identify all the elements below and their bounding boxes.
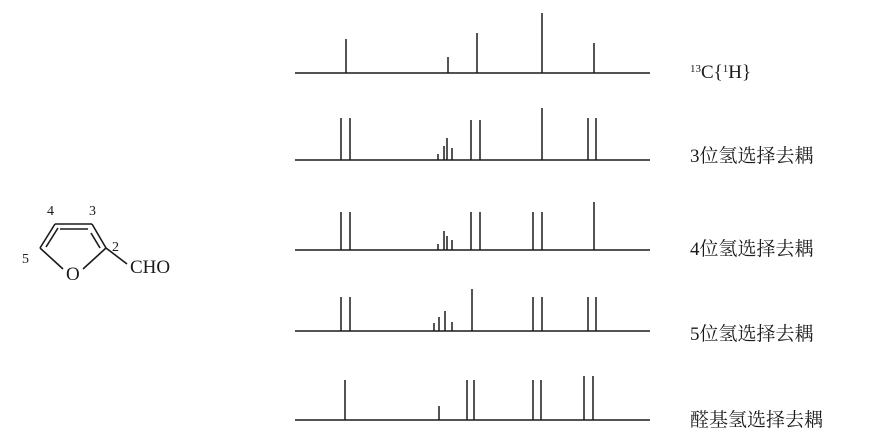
bond-c2-o: [83, 248, 106, 269]
bond-c3-c2: [92, 224, 106, 248]
position-4-label: 4: [47, 204, 54, 219]
spectrum-2: [295, 108, 650, 160]
spectrum-1: [295, 13, 650, 73]
spectrum-5: [295, 376, 650, 420]
isotope-1: 1: [722, 63, 729, 75]
spectra: [295, 13, 650, 420]
spectrum-label-c13-broadband: [690, 62, 751, 84]
position-5-label: 5: [22, 252, 29, 267]
ring-oxygen-label: O: [66, 264, 80, 285]
position-2-label: 2: [112, 240, 119, 255]
spectrum-label-cho-decoupled: 醛基氢选择去耦: [690, 410, 824, 431]
spectrum-label-h4-decoupled: 4位氢选择去耦: [690, 239, 814, 260]
spectrum-label-h3-decoupled: 3位氢选择去耦: [690, 146, 814, 167]
bond-o-c5: [40, 248, 63, 269]
spectrum-3: [295, 202, 650, 250]
label-h-brace: H}: [728, 62, 752, 83]
spectrum-label-h5-decoupled: 5位氢选择去耦: [690, 324, 814, 345]
aldehyde-label: CHO: [130, 257, 171, 278]
bond-c5-c4-double: [46, 228, 58, 247]
position-3-label: 3: [89, 204, 96, 219]
label-c-brace: C{: [701, 62, 723, 83]
spectrum-4: [295, 289, 650, 331]
isotope-13: 13: [690, 63, 701, 75]
